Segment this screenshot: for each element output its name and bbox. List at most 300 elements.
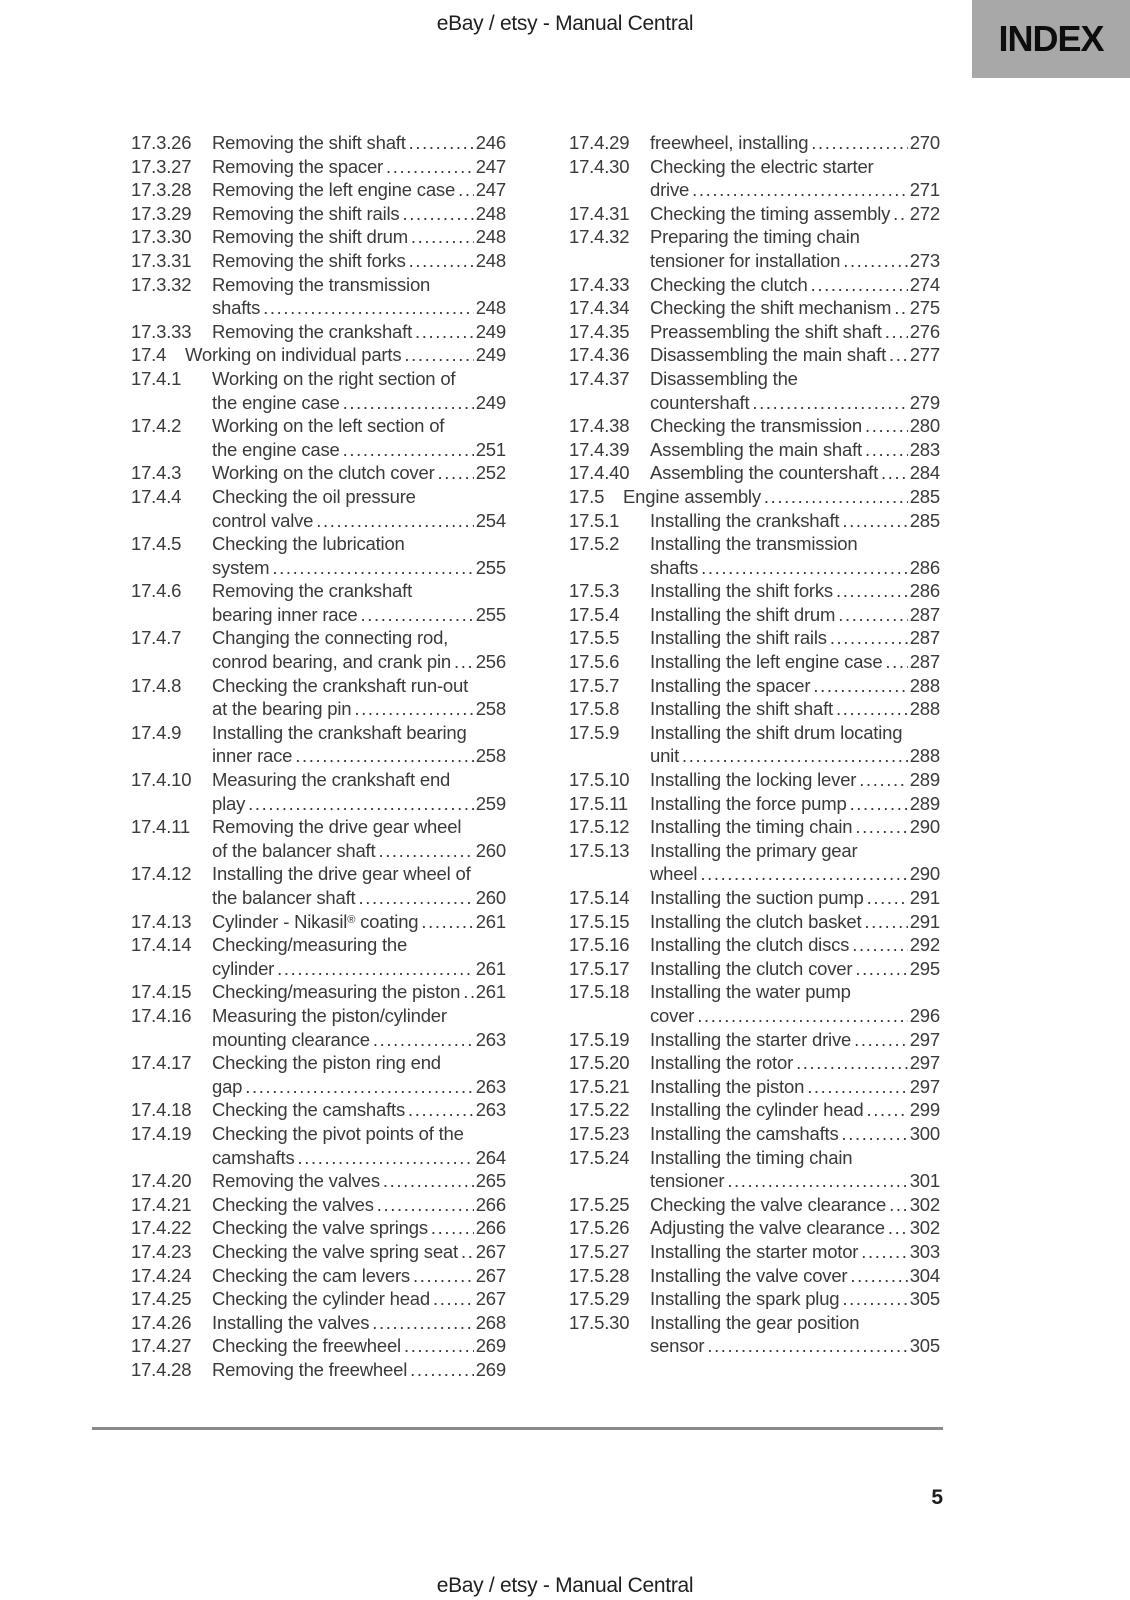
- toc-entry-title: Installing the starter motor: [650, 1240, 859, 1262]
- toc-entry-lastline: [650, 1193, 940, 1217]
- toc-entry-lastline: [212, 461, 506, 485]
- toc-entry: [569, 343, 940, 367]
- toc-entry-body: [650, 1193, 940, 1217]
- toc-entry-lastline: [650, 1240, 940, 1264]
- toc-entry-lastline: [212, 509, 506, 533]
- header-running-title: eBay / etsy - Manual Central: [436, 12, 694, 35]
- toc-entry: [131, 1334, 506, 1358]
- dot-leader: [842, 1122, 908, 1146]
- toc-entry-page: 291: [909, 910, 940, 932]
- toc-entry-lastline: [650, 1075, 940, 1099]
- dot-leader: [885, 650, 907, 674]
- dot-leader: [850, 792, 908, 816]
- toc-entry-body: [212, 1193, 506, 1217]
- toc-entry-lastline: [212, 556, 506, 580]
- toc-entry: [569, 957, 940, 981]
- toc-entry-page: 269: [475, 1358, 506, 1380]
- toc-entry-number: 17.5.28: [569, 1264, 630, 1286]
- toc-entry-title: Installing the valve cover: [650, 1264, 848, 1286]
- toc-entry-body: [212, 721, 506, 768]
- toc-entry-number: 17.4.35: [569, 320, 630, 342]
- toc-entry-number: 17.5: [569, 485, 605, 507]
- toc-entry-title: Installing the gear position: [650, 1311, 860, 1333]
- dot-leader: [409, 131, 474, 155]
- toc-entry-lastline: [623, 485, 940, 509]
- toc-entry: [569, 721, 940, 768]
- footer-divider: [92, 1427, 943, 1430]
- toc-entry-body: [212, 1311, 506, 1335]
- toc-entry-page: 300: [909, 1122, 940, 1144]
- toc-entry-page: 254: [475, 509, 506, 531]
- toc-entry-body: [650, 1287, 940, 1311]
- toc-entry-body: [212, 579, 506, 626]
- toc-entry-title: Removing the spacer: [212, 155, 384, 177]
- toc-entry-lastline: [212, 1075, 506, 1099]
- toc-entry-page: 288: [909, 674, 940, 696]
- toc-entry-title: Engine assembly: [623, 485, 761, 507]
- toc-entry-title: Installing the clutch basket: [650, 910, 862, 932]
- toc-entry-lastline: [650, 626, 940, 650]
- dot-leader: [842, 1287, 907, 1311]
- toc-entry-title: Cylinder - Nikasil® coating: [212, 910, 419, 932]
- toc-entry-title: Checking the freewheel: [212, 1335, 401, 1357]
- dot-leader: [813, 674, 907, 698]
- toc-entry-number: 17.4.25: [131, 1288, 192, 1310]
- toc-entry: [131, 485, 506, 532]
- dot-leader: [811, 131, 907, 155]
- toc-entry-lastline: [650, 509, 940, 533]
- toc-entry-body: [212, 1004, 506, 1051]
- toc-entry: [569, 1193, 940, 1217]
- toc-entry-lastline: [650, 862, 940, 886]
- toc-entry-number: 17.4.18: [131, 1099, 192, 1121]
- toc-entry-page: 272: [909, 202, 940, 224]
- toc-entry-body: [650, 1240, 940, 1264]
- table-of-contents: [131, 131, 940, 1381]
- toc-entry-title: Measuring the piston/cylinder: [212, 1004, 447, 1026]
- toc-entry-lastline: [212, 296, 506, 320]
- toc-entry-title: the balancer shaft: [212, 887, 356, 908]
- dot-leader: [707, 1334, 907, 1358]
- toc-entry-body: [212, 155, 506, 179]
- toc-entry-number: 17.4.38: [569, 415, 630, 437]
- toc-entry-title: Checking the valves: [212, 1193, 374, 1215]
- dot-leader: [843, 249, 908, 273]
- toc-entry-body: [185, 343, 506, 367]
- toc-entry-page: 296: [909, 1004, 940, 1026]
- toc-entry-title: Checking the oil pressure: [212, 485, 416, 507]
- toc-entry-lastline: [212, 438, 506, 462]
- toc-entry-number: 17.4.7: [131, 627, 182, 649]
- dot-leader: [378, 839, 473, 863]
- toc-entry-title: Installing the clutch discs: [650, 934, 850, 956]
- toc-entry-title: Assembling the countershaft: [650, 462, 879, 484]
- dot-leader: [343, 391, 474, 415]
- toc-entry-page: 263: [475, 1099, 506, 1121]
- dot-leader: [438, 461, 474, 485]
- toc-entry-body: [650, 650, 940, 674]
- toc-entry-number: 17.3.26: [131, 132, 192, 153]
- toc-entry-number: 17.4.39: [569, 438, 630, 460]
- toc-entry-title: Checking/measuring the: [212, 934, 408, 956]
- toc-entry-number: 17.4.33: [569, 273, 630, 295]
- toc-entry-body: [212, 461, 506, 485]
- toc-entry-title: Installing the camshafts: [650, 1122, 839, 1144]
- toc-entry-number: 17.4.21: [131, 1193, 192, 1215]
- toc-entry-lastline: [212, 839, 506, 863]
- toc-entry-lastline: [212, 1098, 506, 1122]
- toc-entry-number: 17.5.9: [569, 721, 620, 743]
- toc-entry-number: 17.5.8: [569, 698, 620, 720]
- toc-entry-body: [650, 155, 940, 202]
- dot-leader: [408, 1098, 474, 1122]
- toc-entry: [569, 650, 940, 674]
- toc-entry-body: [212, 1169, 506, 1193]
- toc-entry-title: Working on the left section of: [212, 415, 445, 437]
- dot-leader: [458, 178, 474, 202]
- dot-leader: [764, 485, 908, 509]
- toc-entry-page: 286: [909, 556, 940, 578]
- toc-entry-page: 267: [475, 1240, 506, 1262]
- toc-entry-number: 17.5.19: [569, 1028, 630, 1050]
- toc-entry-number: 17.4.12: [131, 863, 192, 885]
- toc-entry-title: Installing the crankshaft bearing: [212, 721, 467, 743]
- toc-entry-title: Installing the clutch cover: [650, 957, 853, 979]
- toc-entry-page: 290: [909, 863, 940, 885]
- toc-entry-page: 297: [909, 1075, 940, 1097]
- toc-entry-page: 267: [475, 1288, 506, 1310]
- toc-entry: [569, 1075, 940, 1099]
- toc-entry: [569, 626, 940, 650]
- toc-entry-title: Checking the electric starter: [650, 155, 874, 177]
- dot-leader: [361, 603, 474, 627]
- toc-entry: [569, 202, 940, 226]
- toc-entry-title: Checking the camshafts: [212, 1099, 406, 1121]
- toc-entry: [131, 131, 506, 155]
- toc-entry: [569, 697, 940, 721]
- toc-entry-title: play: [212, 792, 246, 814]
- toc-entry-title: Checking the lubrication: [212, 533, 405, 555]
- toc-entry-lastline: [650, 1098, 940, 1122]
- dot-leader: [842, 509, 907, 533]
- dot-leader: [454, 650, 474, 674]
- toc-entry-number: 17.5.2: [569, 533, 620, 555]
- toc-entry-lastline: [650, 603, 940, 627]
- toc-entry-page: 297: [909, 1028, 940, 1050]
- toc-entry-page: 261: [475, 957, 506, 979]
- toc-entry-title: Installing the shift rails: [650, 627, 827, 649]
- toc-entry-lastline: [212, 1169, 506, 1193]
- toc-entry-number: 17.5.14: [569, 887, 630, 908]
- toc-entry-title: of the balancer shaft: [212, 839, 376, 861]
- dot-leader: [386, 155, 474, 179]
- toc-entry-title: Checking the valve clearance: [650, 1193, 887, 1215]
- toc-entry-page: 248: [475, 297, 506, 319]
- toc-entry-number: 17.4.3: [131, 462, 182, 484]
- toc-entry-page: 265: [475, 1170, 506, 1192]
- toc-entry-title: cover: [650, 1004, 695, 1026]
- dot-leader: [866, 1098, 907, 1122]
- toc-entry-body: [650, 626, 940, 650]
- toc-entry: [569, 910, 940, 934]
- dot-leader: [433, 1287, 474, 1311]
- toc-entry-title: gap: [212, 1075, 243, 1097]
- toc-entry: [569, 273, 940, 297]
- page-number: 5: [931, 1486, 943, 1509]
- toc-entry-lastline: [212, 1311, 506, 1335]
- toc-entry: [131, 1004, 506, 1051]
- toc-entry: [569, 768, 940, 792]
- toc-entry: [569, 1051, 940, 1075]
- toc-entry-lastline: [650, 202, 940, 226]
- dot-leader: [852, 933, 907, 957]
- toc-entry-title: wheel: [650, 863, 698, 885]
- toc-entry-lastline: [212, 957, 506, 981]
- toc-entry: [569, 367, 940, 414]
- toc-entry-title: Checking the shift mechanism: [650, 297, 892, 319]
- toc-entry-body: [650, 438, 940, 462]
- toc-entry-body: [650, 721, 940, 768]
- dot-leader: [864, 910, 907, 934]
- toc-entry-number: 17.4.36: [569, 344, 630, 366]
- toc-entry-body: [650, 674, 940, 698]
- toc-entry: [131, 155, 506, 179]
- toc-entry-body: [212, 1334, 506, 1358]
- toc-entry-body: [212, 131, 506, 155]
- toc-entry-title: Installing the suction pump: [650, 887, 864, 908]
- toc-entry-number: 17.4.6: [131, 580, 182, 602]
- toc-entry-body: [650, 296, 940, 320]
- toc-entry-number: 17.4.22: [131, 1217, 192, 1239]
- toc-entry-page: 258: [475, 745, 506, 767]
- toc-entry-page: 251: [475, 438, 506, 460]
- toc-entry-lastline: [212, 603, 506, 627]
- dot-leader: [836, 697, 908, 721]
- dot-leader: [855, 815, 907, 839]
- toc-entry-body: [212, 532, 506, 579]
- dot-leader: [881, 461, 908, 485]
- dot-leader: [836, 579, 908, 603]
- toc-entry-lastline: [650, 1028, 940, 1052]
- toc-entry-body: [212, 1098, 506, 1122]
- toc-entry-number: 17.4.40: [569, 462, 630, 484]
- toc-entry-title: Checking the valve spring seat: [212, 1240, 458, 1262]
- toc-entry: [569, 980, 940, 1027]
- toc-entry: [131, 249, 506, 273]
- toc-entry-body: [650, 1122, 940, 1146]
- toc-entry-number: 17.5.17: [569, 957, 630, 979]
- toc-entry-page: 290: [909, 816, 940, 838]
- toc-entry-body: [212, 768, 506, 815]
- dot-leader: [404, 343, 473, 367]
- toc-entry-lastline: [650, 957, 940, 981]
- toc-entry-number: 17.4.23: [131, 1240, 192, 1262]
- dot-leader: [850, 1264, 907, 1288]
- toc-entry-title: unit: [650, 745, 680, 767]
- toc-entry: [131, 461, 506, 485]
- toc-entry-lastline: [212, 1358, 506, 1382]
- toc-entry: [131, 933, 506, 980]
- toc-entry-body: [650, 957, 940, 981]
- toc-entry-page: 287: [909, 627, 940, 649]
- toc-entry: [131, 202, 506, 226]
- dot-leader: [431, 1216, 474, 1240]
- toc-entry-body: [650, 579, 940, 603]
- toc-entry: [569, 579, 940, 603]
- toc-entry-body: [650, 1146, 940, 1193]
- toc-entry-title: Installing the transmission: [650, 533, 858, 555]
- toc-entry-page: 246: [475, 132, 506, 153]
- toc-entry-title: Checking the pivot points of the: [212, 1122, 464, 1144]
- toc-entry-title: Removing the crankshaft: [212, 320, 413, 342]
- toc-entry-title: Checking the clutch: [650, 273, 808, 295]
- toc-entry-number: 17.5.13: [569, 839, 630, 861]
- toc-entry-number: 17.4.19: [131, 1122, 192, 1144]
- toc-entry-page: 255: [475, 603, 506, 625]
- toc-entry-title: Installing the spark plug: [650, 1288, 840, 1310]
- toc-entry-page: 249: [475, 391, 506, 413]
- toc-entry-lastline: [650, 1334, 940, 1358]
- toc-entry-page: 305: [909, 1335, 940, 1357]
- dot-leader: [248, 792, 474, 816]
- toc-entry-body: [650, 1028, 940, 1052]
- toc-entry-lastline: [650, 438, 940, 462]
- toc-entry-title: cylinder: [212, 957, 275, 979]
- toc-entry-title: Installing the shift forks: [650, 580, 833, 602]
- toc-entry-page: 271: [909, 179, 940, 201]
- toc-entry: [131, 367, 506, 414]
- toc-entry-page: 289: [909, 769, 940, 791]
- dot-leader: [888, 1216, 908, 1240]
- toc-entry-page: 285: [909, 485, 940, 507]
- toc-entry-lastline: [650, 391, 940, 415]
- toc-entry-title: Installing the timing chain: [650, 816, 853, 838]
- toc-entry: [131, 532, 506, 579]
- toc-entry: [131, 273, 506, 320]
- toc-entry-lastline: [212, 391, 506, 415]
- toc-entry-page: 247: [475, 155, 506, 177]
- toc-entry-body: [212, 1287, 506, 1311]
- toc-entry-number: 17.4.37: [569, 367, 630, 389]
- toc-entry-body: [650, 461, 940, 485]
- toc-entry-title: Installing the shift shaft: [650, 698, 833, 720]
- toc-entry-number: 17.4.30: [569, 155, 630, 177]
- toc-entry-number: 17.4.20: [131, 1170, 192, 1192]
- toc-entry-number: 17.3.28: [131, 179, 192, 201]
- toc-entry-body: [650, 815, 940, 839]
- toc-entry-lastline: [212, 249, 506, 273]
- toc-entry-number: 17.5.29: [569, 1288, 630, 1310]
- toc-entry-page: 287: [909, 603, 940, 625]
- toc-entry-number: 17.4.31: [569, 202, 630, 224]
- toc-entry-number: 17.4.27: [131, 1335, 192, 1357]
- toc-entry-lastline: [650, 414, 940, 438]
- toc-entry-lastline: [650, 1051, 940, 1075]
- toc-entry: [131, 1098, 506, 1122]
- toc-entry-title: Installing the timing chain: [650, 1146, 853, 1168]
- toc-entry-body: [212, 980, 506, 1004]
- toc-entry-number: 17.3.33: [131, 320, 192, 342]
- toc-entry-title: tensioner: [650, 1170, 725, 1192]
- toc-entry-number: 17.5.26: [569, 1217, 630, 1239]
- toc-entry-number: 17.5.10: [569, 769, 630, 791]
- toc-entry-lastline: [650, 815, 940, 839]
- toc-entry-title: control valve: [212, 509, 314, 531]
- toc-entry-body: [212, 1240, 506, 1264]
- toc-entry-title: Removing the shift forks: [212, 249, 406, 271]
- toc-entry-page: 283: [909, 438, 940, 460]
- toc-entry-page: 248: [475, 202, 506, 224]
- dot-leader: [316, 509, 473, 533]
- toc-entry-body: [650, 414, 940, 438]
- toc-entry-number: 17.3.31: [131, 249, 192, 271]
- toc-entry: [131, 980, 506, 1004]
- toc-entry-title: Installing the spacer: [650, 674, 811, 696]
- toc-entry-lastline: [212, 1146, 506, 1170]
- toc-entry-title: Installing the left engine case: [650, 651, 883, 673]
- toc-entry-number: 17.4.14: [131, 934, 192, 956]
- toc-entry-title: camshafts: [212, 1146, 295, 1168]
- dot-leader: [692, 178, 908, 202]
- toc-entry: [569, 1240, 940, 1264]
- toc-entry-page: 248: [475, 226, 506, 248]
- toc-entry-page: 261: [475, 910, 506, 932]
- toc-entry-number: 17.4.1: [131, 367, 182, 389]
- toc-entry-title: tensioner for installation: [650, 249, 841, 271]
- toc-entry-number: 17.4.28: [131, 1358, 192, 1380]
- index-tab-label: INDEX: [998, 18, 1104, 59]
- toc-entry-lastline: [650, 343, 940, 367]
- toc-entry-body: [650, 1216, 940, 1240]
- toc-entry-body: [650, 509, 940, 533]
- toc-entry-page: 297: [909, 1052, 940, 1074]
- toc-entry-title: Preparing the timing chain: [650, 226, 860, 248]
- toc-entry-page: 263: [475, 1028, 506, 1050]
- toc-entry-number: 17.5.4: [569, 603, 620, 625]
- toc-entry-lastline: [212, 1287, 506, 1311]
- toc-entry: [131, 1264, 506, 1288]
- toc-entry-number: 17.4.34: [569, 297, 630, 319]
- toc-entry-lastline: [650, 933, 940, 957]
- toc-entry-title: Removing the drive gear wheel: [212, 816, 462, 838]
- toc-entry: [569, 485, 940, 509]
- toc-entry-body: [650, 1264, 940, 1288]
- toc-entry-lastline: [212, 980, 506, 1004]
- toc-entry: [569, 320, 940, 344]
- toc-entry-number: 17.4.10: [131, 769, 192, 791]
- dot-leader: [701, 556, 908, 580]
- toc-entry: [569, 1098, 940, 1122]
- toc-entry: [131, 1287, 506, 1311]
- toc-entry-title: Installing the force pump: [650, 792, 847, 814]
- toc-entry-lastline: [212, 178, 506, 202]
- toc-entry-page: 261: [475, 981, 506, 1003]
- toc-entry-body: [212, 1264, 506, 1288]
- toc-entry-page: 260: [475, 839, 506, 861]
- toc-entry-number: 17.5.16: [569, 934, 630, 956]
- toc-entry: [569, 155, 940, 202]
- toc-entry-lastline: [650, 768, 940, 792]
- toc-entry-title: at the bearing pin: [212, 698, 352, 720]
- toc-entry-number: 17.4.11: [131, 816, 190, 838]
- toc-entry: [569, 1264, 940, 1288]
- toc-entry-page: 268: [475, 1311, 506, 1333]
- dot-leader: [865, 438, 908, 462]
- toc-entry: [131, 1193, 506, 1217]
- toc-entry-number: 17.5.1: [569, 509, 620, 531]
- toc-entry-number: 17.4.16: [131, 1004, 192, 1026]
- toc-entry: [131, 1051, 506, 1098]
